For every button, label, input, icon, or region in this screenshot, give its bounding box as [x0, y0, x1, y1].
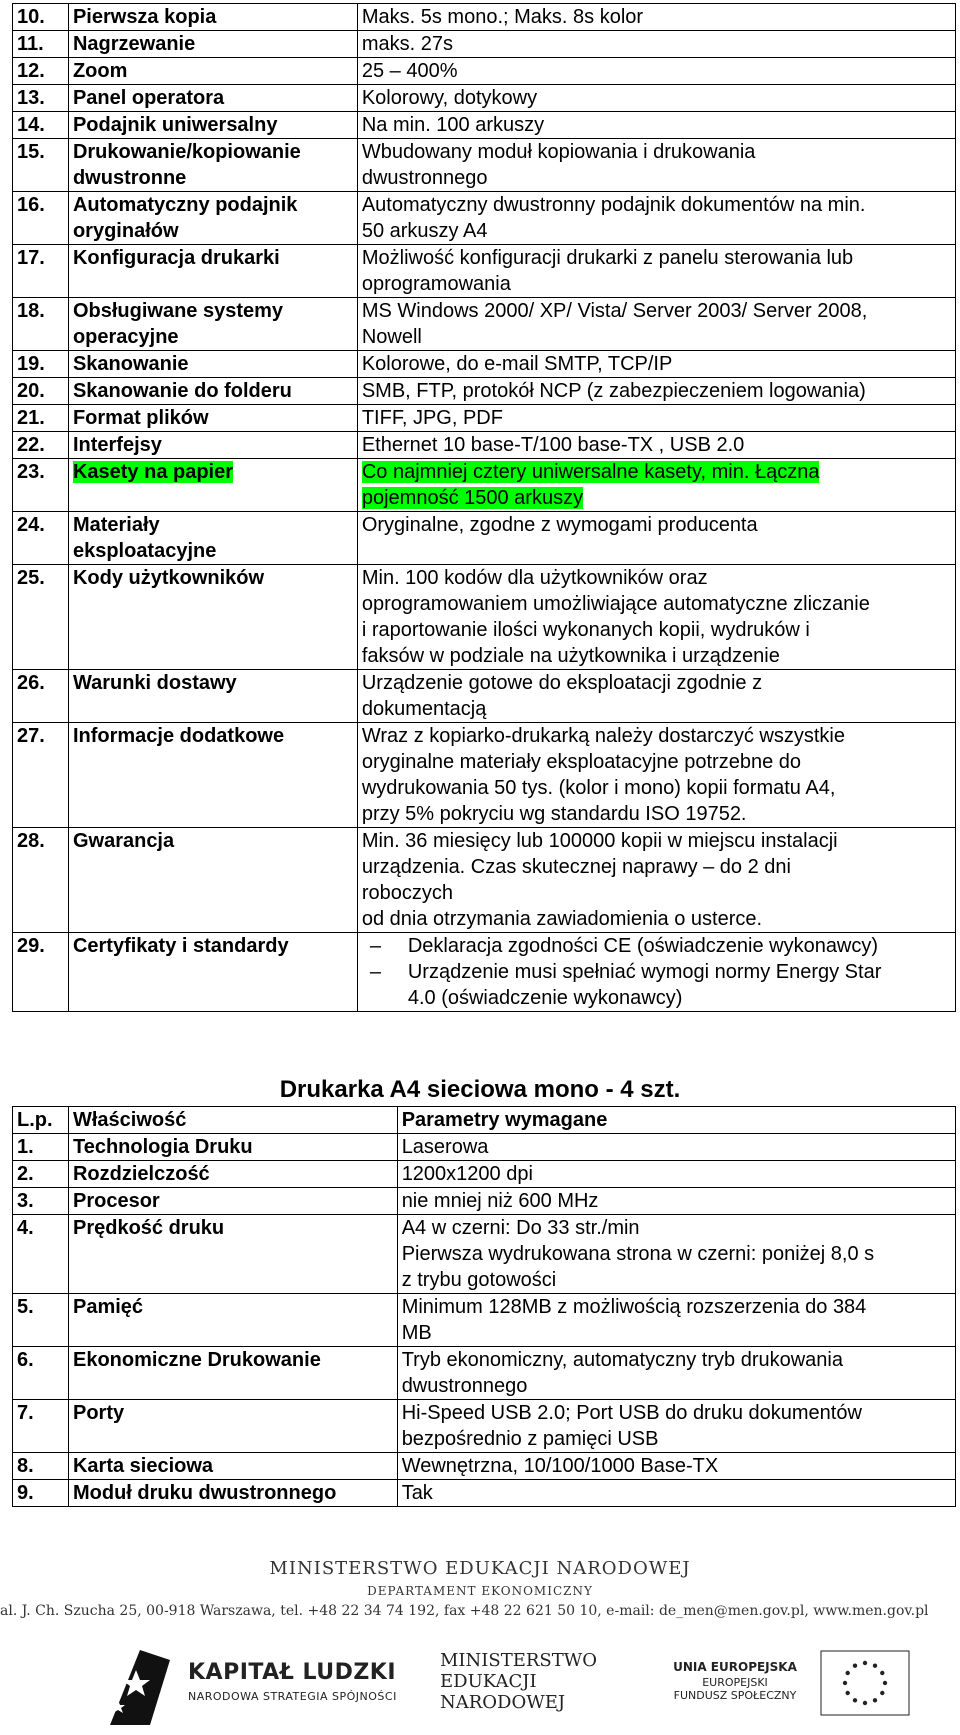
- table-row: [13, 245, 956, 298]
- eu-star: [883, 1681, 887, 1685]
- men-logo: [440, 1650, 600, 1730]
- row-number: 28.: [13, 828, 69, 933]
- table-row: [13, 4, 956, 31]
- dash-bullet: –: [369, 935, 381, 957]
- table-row: [13, 828, 956, 933]
- property-value-line: Urządzenie gotowe do eksploatacji zgodnie z: [361, 672, 763, 694]
- property-value: [357, 112, 955, 139]
- table-row: [13, 405, 956, 432]
- property-name: [68, 512, 357, 565]
- table-row: [13, 351, 956, 378]
- property-value-line: Laserowa: [401, 1136, 489, 1158]
- row-number: 26.: [13, 670, 69, 723]
- property-value-line: bezpośrednio z pamięci USB: [401, 1428, 659, 1450]
- property-name-line: Format plików: [72, 407, 209, 429]
- printer-specification-table: [12, 1106, 956, 1507]
- property-name-line: Pierwsza kopia: [72, 6, 217, 28]
- row-number: 21.: [13, 405, 69, 432]
- property-name-line: Kasety na papier: [72, 461, 234, 483]
- table-row: [13, 512, 956, 565]
- property-value: [357, 139, 955, 192]
- row-number: 6.: [13, 1347, 69, 1400]
- property-name-line: Informacje dodatkowe: [72, 725, 285, 747]
- table-row: [13, 31, 956, 58]
- table-row: [13, 1480, 956, 1507]
- footer-address: al. J. Ch. Szucha 25, 00-918 Warszawa, tel. +48 22 34 74 192, fax +48 22 621 50 10, e-mail: de_men@men.gov.pl, www.men.gov.pl: [0, 1603, 929, 1619]
- property-value: [357, 670, 955, 723]
- property-value-line: od dnia otrzymania zawiadomienia o usterce.: [361, 908, 763, 930]
- footer-department: DEPARTAMENT EKONOMICZNY: [367, 1584, 593, 1598]
- property-value: [357, 4, 955, 31]
- header-lp: L.p.: [13, 1107, 69, 1134]
- property-name-line: Drukowanie/kopiowanie: [72, 141, 301, 163]
- property-name-line: Ekonomiczne Drukowanie: [72, 1349, 321, 1371]
- property-value: [357, 192, 955, 245]
- table-row: [13, 1347, 956, 1400]
- table-row: [13, 459, 956, 512]
- property-value: [357, 933, 955, 1012]
- property-name: [68, 1294, 397, 1347]
- property-value-line: Tak: [401, 1482, 433, 1504]
- eu-star: [873, 1698, 877, 1702]
- row-number: 22.: [13, 432, 69, 459]
- property-value-line: urządzenia. Czas skutecznej naprawy – do 2 dni: [361, 856, 791, 878]
- property-name: [68, 85, 357, 112]
- property-name: [68, 1188, 397, 1215]
- property-name-line: Prędkość druku: [72, 1217, 225, 1239]
- table-row: [13, 1400, 956, 1453]
- property-name: [68, 4, 357, 31]
- property-value-line: Na min. 100 arkuszy: [361, 114, 545, 136]
- table-row: [13, 1453, 956, 1480]
- property-name: [68, 1134, 397, 1161]
- table-row: [13, 1188, 956, 1215]
- row-number: 15.: [13, 139, 69, 192]
- row-number: 19.: [13, 351, 69, 378]
- men-logo-line-1: MINISTERSTWO: [440, 1650, 598, 1671]
- property-value-line: Oryginalne, zgodne z wymogami producenta: [361, 514, 758, 536]
- property-name-line: Panel operatora: [72, 87, 225, 109]
- property-value: [357, 298, 955, 351]
- table-row: [13, 192, 956, 245]
- property-name-line: Technologia Druku: [72, 1136, 253, 1158]
- property-name-line: Karta sieciowa: [72, 1455, 214, 1477]
- property-value: [397, 1453, 955, 1480]
- property-value-line: Maks. 5s mono.; Maks. 8s kolor: [361, 6, 644, 28]
- property-value-line: przy 5% pokryciu wg standardu ISO 19752.: [361, 803, 747, 825]
- property-name: [68, 1400, 397, 1453]
- property-value: [357, 405, 955, 432]
- row-number: 27.: [13, 723, 69, 828]
- property-name-line: Zoom: [72, 60, 128, 82]
- table-row: [13, 1161, 956, 1188]
- row-number: 9.: [13, 1480, 69, 1507]
- property-value-line: Min. 36 miesięcy lub 100000 kopii w miejscu instalacji: [361, 830, 838, 852]
- row-number: 8.: [13, 1453, 69, 1480]
- property-value-line: Kolorowe, do e-mail SMTP, TCP/IP: [361, 353, 673, 375]
- property-value-line: Kolorowy, dotykowy: [361, 87, 538, 109]
- eu-flag-icon: [820, 1650, 910, 1716]
- property-value: [397, 1188, 955, 1215]
- property-value: [357, 31, 955, 58]
- eu-star: [853, 1698, 857, 1702]
- specification-table-continued: [12, 3, 956, 1012]
- kapital-ludzki-logo: [100, 1640, 400, 1730]
- property-name: [68, 405, 357, 432]
- row-number: 2.: [13, 1161, 69, 1188]
- property-name-line: oryginałów: [72, 220, 179, 242]
- property-name: [68, 31, 357, 58]
- property-name-line: Konfiguracja drukarki: [72, 247, 280, 269]
- property-value: [397, 1480, 955, 1507]
- property-name-line: Obsługiwane systemy: [72, 300, 284, 322]
- property-value-line: Min. 100 kodów dla użytkowników oraz: [361, 567, 708, 589]
- row-number: 12.: [13, 58, 69, 85]
- eu-star: [863, 1661, 867, 1665]
- men-logo-line-3: NARODOWEJ: [440, 1692, 566, 1713]
- property-value-line: Nowell: [361, 326, 422, 348]
- property-value-line: wydrukowania 50 tys. (kolor i mono) kopii formatu A4,: [361, 777, 836, 799]
- property-value: [357, 378, 955, 405]
- property-value-line: oryginalne materiały eksploatacyjne potrzebne do: [361, 751, 801, 773]
- property-value-line: oprogramowaniem umożliwiające automatyczne zliczanie: [361, 593, 870, 615]
- table-header-row: [13, 1107, 956, 1134]
- property-name-line: Podajnik uniwersalny: [72, 114, 278, 136]
- property-value-line: i raportowanie ilości wykonanych kopii, wydruków i: [361, 619, 810, 641]
- eu-subtitle: [660, 1676, 810, 1702]
- property-name-line: eksploatacyjne: [72, 540, 217, 562]
- property-value: [357, 459, 955, 512]
- header-required-parameters: Parametry wymagane: [397, 1107, 955, 1134]
- property-value: [397, 1215, 955, 1294]
- property-value-line: Wraz z kopiarko-drukarką należy dostarczyć wszystkie: [361, 725, 845, 747]
- property-name: [68, 139, 357, 192]
- table-row: [13, 58, 956, 85]
- row-number: 16.: [13, 192, 69, 245]
- property-name: [68, 1453, 397, 1480]
- row-number: 18.: [13, 298, 69, 351]
- row-number: 14.: [13, 112, 69, 139]
- property-value-line: TIFF, JPG, PDF: [361, 407, 503, 429]
- table-row: [13, 1134, 956, 1161]
- row-number: 25.: [13, 565, 69, 670]
- property-value-line: Tryb ekonomiczny, automatyczny tryb drukowania: [401, 1349, 843, 1371]
- table-row: [13, 112, 956, 139]
- table-row: [13, 670, 956, 723]
- table-row: [13, 85, 956, 112]
- row-number: 23.: [13, 459, 69, 512]
- property-name-line: Rozdzielczość: [72, 1163, 210, 1185]
- row-number: 3.: [13, 1188, 69, 1215]
- eu-title: UNIA EUROPEJSKA: [673, 1660, 797, 1674]
- property-value-line: pojemność 1500 arkuszy: [361, 487, 584, 509]
- property-name: [68, 58, 357, 85]
- property-value: [397, 1161, 955, 1188]
- row-number: 5.: [13, 1294, 69, 1347]
- eu-logo: [660, 1650, 930, 1720]
- property-value-line: Pierwsza wydrukowana strona w czerni: poniżej 8,0 s: [401, 1243, 875, 1265]
- property-name-line: operacyjne: [72, 326, 179, 348]
- property-name: [68, 112, 357, 139]
- eu-subtitle-line-1: EUROPEJSKI: [702, 1676, 768, 1689]
- property-name-line: Gwarancja: [72, 830, 175, 852]
- row-number: 7.: [13, 1400, 69, 1453]
- row-number: 11.: [13, 31, 69, 58]
- property-value: [357, 432, 955, 459]
- eu-star: [846, 1691, 850, 1695]
- property-value-line: nie mniej niż 600 MHz: [401, 1190, 599, 1212]
- property-name: Certyfikaty i standardy: [68, 933, 357, 1012]
- property-value-line: A4 w czerni: Do 33 str./min: [401, 1217, 640, 1239]
- property-value: [357, 723, 955, 828]
- property-name-line: Skanowanie do folderu: [72, 380, 292, 402]
- property-value: [397, 1134, 955, 1161]
- table-row: [13, 432, 956, 459]
- property-value-line: Co najmniej cztery uniwersalne kasety, min. Łączna: [361, 461, 820, 483]
- table-row: [13, 933, 956, 1012]
- property-name: [68, 459, 357, 512]
- property-name: [68, 298, 357, 351]
- eu-star: [880, 1691, 884, 1695]
- star-figure-icon: [100, 1640, 180, 1730]
- eu-star: [843, 1681, 847, 1685]
- header-property: Właściwość: [68, 1107, 397, 1134]
- eu-star: [880, 1671, 884, 1675]
- property-name: [68, 1161, 397, 1188]
- property-name-line: Pamięć: [72, 1296, 144, 1318]
- row-number: 4.: [13, 1215, 69, 1294]
- row-number: 10.: [13, 4, 69, 31]
- property-value-line: Możliwość konfiguracji drukarki z panelu sterowania lub: [361, 247, 854, 269]
- property-value-line: z trybu gotowości: [401, 1269, 557, 1291]
- property-value-line: Wewnętrzna, 10/100/1000 Base-TX: [401, 1455, 719, 1477]
- property-name: [68, 1480, 397, 1507]
- property-name-line: Materiały: [72, 514, 160, 536]
- property-value: [357, 512, 955, 565]
- property-value-line: SMB, FTP, protokół NCP (z zabezpieczeniem logowania): [361, 380, 866, 402]
- property-name-line: Kody użytkowników: [72, 567, 265, 589]
- row-number: 20.: [13, 378, 69, 405]
- row-number: 24.: [13, 512, 69, 565]
- property-value: [357, 351, 955, 378]
- property-value-line: Minimum 128MB z możliwością rozszerzenia do 384: [401, 1296, 867, 1318]
- property-value-line: dwustronnego: [401, 1375, 528, 1397]
- men-logo-line-2: EDUKACJI: [440, 1671, 537, 1692]
- property-value: [397, 1347, 955, 1400]
- property-value-line: Wbudowany moduł kopiowania i drukowania: [361, 141, 756, 163]
- row-number: 13.: [13, 85, 69, 112]
- property-value-line: 25 – 400%: [361, 60, 458, 82]
- footer-ministry: MINISTERSTWO EDUKACJI NARODOWEJ: [269, 1558, 691, 1579]
- table-row: [13, 298, 956, 351]
- property-name: [68, 1215, 397, 1294]
- property-name: [68, 378, 357, 405]
- property-name: [68, 828, 357, 933]
- property-name: [68, 192, 357, 245]
- dash-bullet: –: [369, 961, 381, 983]
- table-row: [13, 723, 956, 828]
- property-name: [68, 1347, 397, 1400]
- kapital-ludzki-title: KAPITAŁ LUDZKI: [188, 1660, 397, 1685]
- bullet-text-line: Urządzenie musi spełniać wymogi normy Energy Star: [407, 961, 882, 983]
- property-value-line: Hi-Speed USB 2.0; Port USB do druku dokumentów: [401, 1402, 862, 1424]
- property-value: [397, 1400, 955, 1453]
- property-name-line: Interfejsy: [72, 434, 162, 456]
- property-name-line: dwustronne: [72, 167, 187, 189]
- property-value-line: faksów w podziale na użytkownika i urządzenie: [361, 645, 780, 667]
- property-value-line: Automatyczny dwustronny podajnik dokumentów na min.: [361, 194, 866, 216]
- property-value-line: 1200x1200 dpi: [401, 1163, 533, 1185]
- property-name: [68, 565, 357, 670]
- row-number: 1.: [13, 1134, 69, 1161]
- property-name-line: Moduł druku dwustronnego: [72, 1482, 337, 1504]
- property-name: [68, 351, 357, 378]
- property-name-line: Nagrzewanie: [72, 33, 196, 55]
- property-value-line: maks. 27s: [361, 33, 453, 55]
- property-name-line: Skanowanie: [72, 353, 189, 375]
- property-name: [68, 670, 357, 723]
- property-value: [357, 245, 955, 298]
- bullet-text-line: Deklaracja zgodności CE (oświadczenie wykonawcy): [407, 935, 879, 957]
- property-value-line: dokumentacją: [361, 698, 487, 720]
- property-value-line: dwustronnego: [361, 167, 488, 189]
- bullet-text-line: 4.0 (oświadczenie wykonawcy): [407, 987, 683, 1009]
- property-value: [357, 85, 955, 112]
- property-value: [357, 828, 955, 933]
- property-value-line: MB: [401, 1322, 432, 1344]
- property-name: [68, 245, 357, 298]
- table-row: [13, 1215, 956, 1294]
- property-value-line: roboczych: [361, 882, 453, 904]
- eu-star: [853, 1664, 857, 1668]
- property-value-line: MS Windows 2000/ XP/ Vista/ Server 2003/ Server 2008,: [361, 300, 868, 322]
- section-title: Drukarka A4 sieciowa mono - 4 szt.: [279, 1076, 681, 1103]
- property-name-line: Procesor: [72, 1190, 160, 1212]
- table-row: [13, 565, 956, 670]
- property-value-line: oprogramowania: [361, 273, 511, 295]
- property-value-line: Ethernet 10 base-T/100 base-TX , USB 2.0: [361, 434, 745, 456]
- table-row: [13, 378, 956, 405]
- bullet-item: [362, 959, 949, 1011]
- kapital-ludzki-subtitle: NARODOWA STRATEGIA SPÓJNOŚCI: [188, 1690, 397, 1703]
- property-name: [68, 723, 357, 828]
- eu-star: [873, 1664, 877, 1668]
- row-number: 17.: [13, 245, 69, 298]
- bullet-item: [362, 933, 949, 959]
- property-value: [357, 58, 955, 85]
- property-name: [68, 432, 357, 459]
- row-number: 29.: [13, 933, 69, 1012]
- property-value-line: 50 arkuszy A4: [361, 220, 488, 242]
- property-name-line: Automatyczny podajnik: [72, 194, 298, 216]
- property-value: [357, 565, 955, 670]
- eu-star: [846, 1671, 850, 1675]
- eu-star: [863, 1701, 867, 1705]
- table-row: [13, 1294, 956, 1347]
- table-row: [13, 139, 956, 192]
- property-value: [397, 1294, 955, 1347]
- property-name-line: Warunki dostawy: [72, 672, 237, 694]
- eu-subtitle-line-2: FUNDUSZ SPOŁECZNY: [673, 1689, 797, 1702]
- property-name-line: Porty: [72, 1402, 125, 1424]
